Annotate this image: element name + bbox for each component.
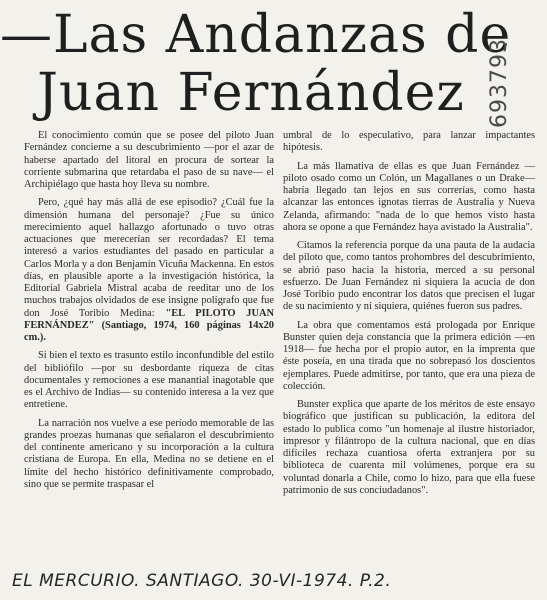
paragraph: La obra que comentamos está prologada por Enrique Bunster quien deja constancia que la primera edición —en 1918— fue hecha por el propio autor, en la imprenta que éste poseía, en una tirada que no sobrepasó los doscientos ejemplares. Puede admitirse, por tanto, que era una pieza de colección. (283, 319, 535, 392)
paragraph: Bunster explica que aparte de los méritos de este ensayo biográfico que justifican su publicación, la editora del estado lo publica como "un homenaje al ilustre historiador, impresor y filántropo de la cultura nacional, que en días difíciles rechaza cuantiosa oferta extranjera por su biblioteca de cuarenta mil volúmenes, porque era su voluntad donarla a Chile, como lo hizo, para que ella fuese patrimonio de sus conciudadanos". (283, 399, 535, 496)
paragraph-text: Pero, ¿qué hay más allá de ese episodio? ¿Cuál fue la dimensión humana del personaje? ¿Fue su único merecimiento aquel hallazgo afortunado o tuvo otras actuaciones que merecerían ser recordadas? El tema interesó a varios estudiantes del pasado en particular a Carlos Morla y a don Benjamín Vicuña Mackenna. En estos días, en plausible aporte a la investigación histórica, la Editorial Gabriela Mistral acaba de reeditar uno de los muchos trabajos olvidados de ese insigne polígrafo que fue don José Toribio Medina: (24, 197, 274, 319)
paragraph: El conocimiento común que se posee del piloto Juan Fernández concierne a su descubrimiento —por el azar de haberse apartado del litoral en procura de sortear la corriente submarina que retardaba el paso de su nave— el Archipiélago que hasta hoy lleva su nombre. (24, 130, 274, 190)
article-column-left (24, 130, 274, 570)
headline-line-2: Juan Fernández (37, 63, 465, 123)
headline-line-1: —Las Andanzas de (0, 5, 512, 65)
handwritten-catalog-number: 693793 (487, 38, 512, 128)
book-citation: "EL PILOTO JUAN FERNÁNDEZ" (Santiago, 1974, 160 páginas 14x20 cm.). (24, 307, 275, 343)
paragraph (24, 197, 274, 344)
paragraph: La más llamativa de ellas es que Juan Fernández —piloto osado como un Colón, un Magallanes o un Drake— habría llegado tan lejos en sus correrías, como hasta alcanzar las entonces ignotas tierras de Australia y Nueva Zelanda, afirmando: "nada de lo que hemos visto hasta ahora se opone a que Fernández haya avistado la Australia". (283, 160, 535, 233)
handwritten-source-note: EL MERCURIO. SANTIAGO. 30-VI-1974. P.2. (12, 571, 392, 591)
article-column-right (283, 130, 535, 570)
paragraph: La narración nos vuelve a ese período memorable de las grandes proezas humanas que señalaron el descubrimiento del continente americano y su incorporación a la cultura cristiana de Europa. En ella, Medina no se detiene en el límite del hecho histórico definitivamente comprobado, sino que se permite traspasar el (24, 417, 274, 490)
paragraph: umbral de lo especulativo, para lanzar impactantes hipótesis. (283, 130, 535, 154)
paragraph: Si bien el texto es trasunto estilo inconfundible del estilo del bibliófilo —por su desbordante riqueza de citas documentales y remociones a ese manantial inagotable que es el Archivo de Indias— su contenido interesa a la vez que entretiene. (24, 350, 274, 411)
paragraph: Citamos la referencia porque da una pauta de la audacia del piloto que, como tantos prohombres del descubrimiento, se abrió paso hacia la historia, merced a su personal esfuerzo. De Juan Fernández ni siquiera la acucia de don José Toribio pudo encontrar los datos que precisen el lugar de su nacimiento y ni siquiera, quiénes fueron sus padres. (283, 240, 535, 313)
